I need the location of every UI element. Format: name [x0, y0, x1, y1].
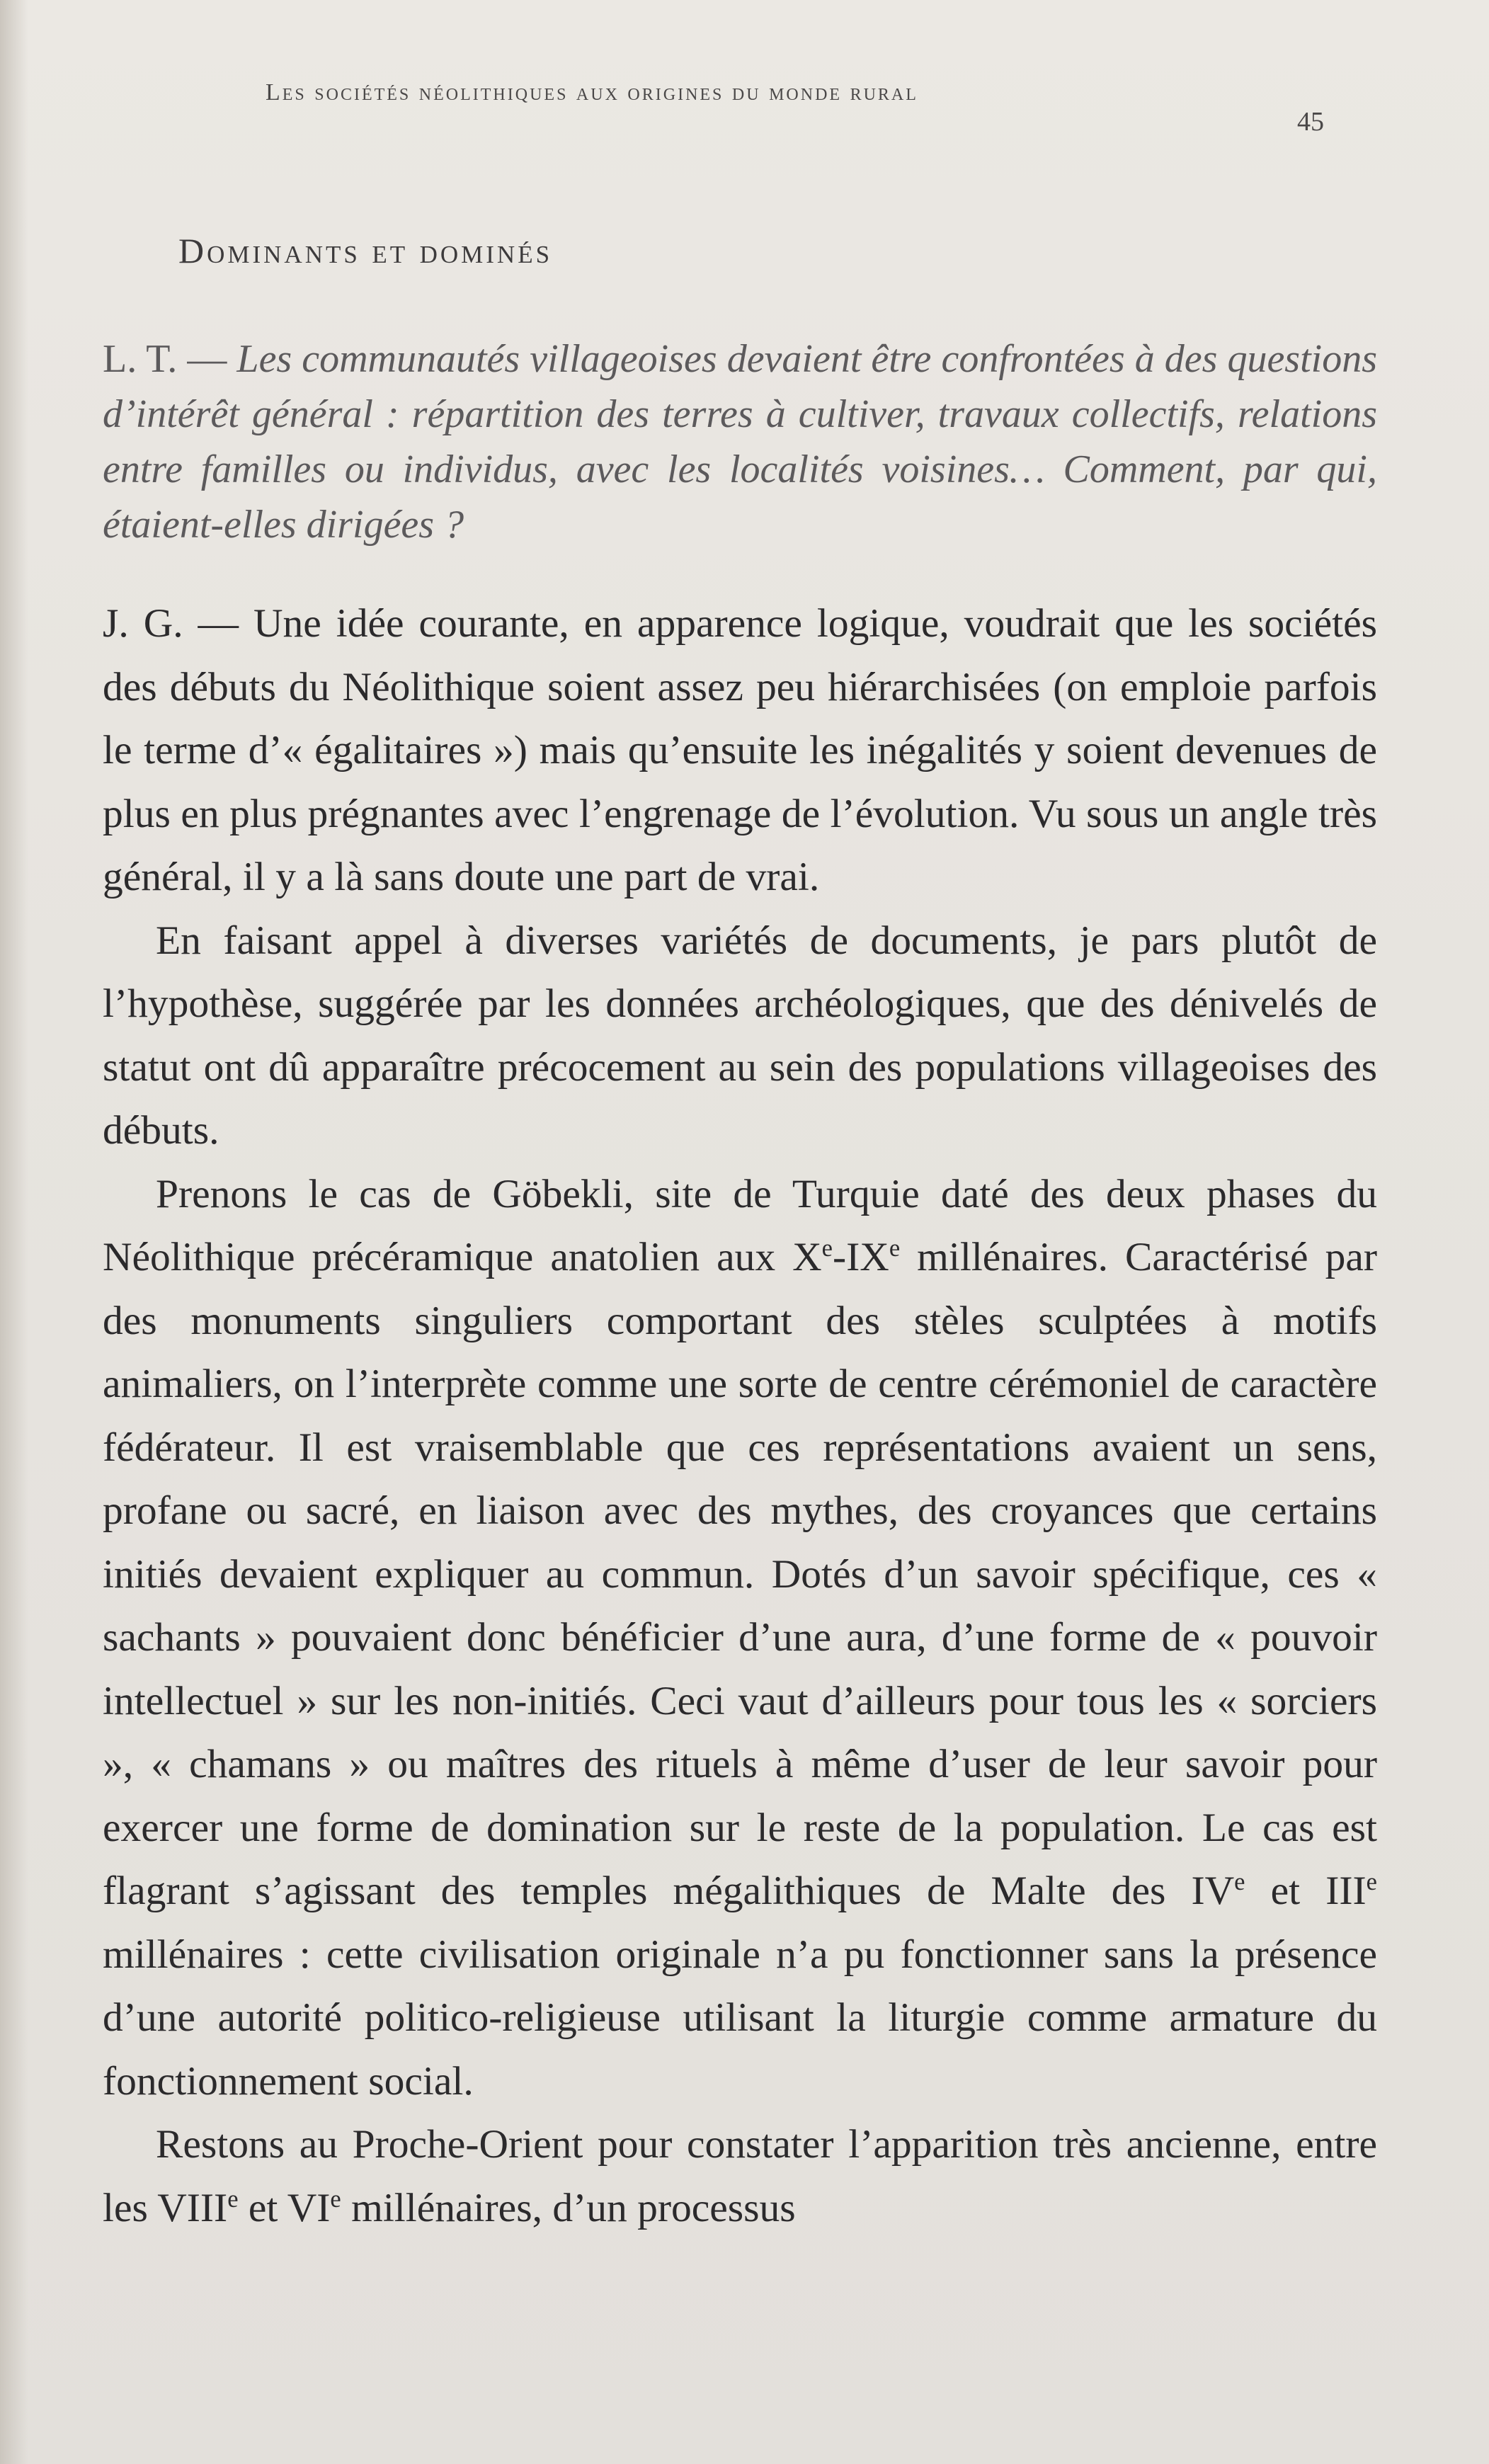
p4-sup-1: e [227, 2185, 239, 2213]
p3-part-c: millénaires. Caractérisé par des monuments singuliers comportant des stèles sculptées à motifs animaliers, on l’interprète comme une sorte de centre cérémoniel de caractère fédérateur. Il est vraisemblable que ces représentations avaient un sens, profane ou sacré, en liaison avec des mythes, des croyances que certains initiés devaient expliquer au commun. Dotés d’un savoir spécifique, ces « sachants » pouvaient donc bénéficier d’une aura, d’une forme de « pouvoir intellectuel » sur les non-initiés. Ceci vaut d’ailleurs pour tous les « sorciers », « chamans » ou maîtres des rituels à même d’user de leur savoir pour exercer une forme de domination sur le reste de la population. Le cas est flagrant s’agissant des temples mégalithiques de Malte des IV [103, 1235, 1378, 1913]
p4-part-a: Restons au Proche-Orient pour constater l’apparition très ancienne, entre les VIII [103, 2122, 1377, 2230]
p3-sup-2: e [889, 1234, 901, 1262]
running-header: Les sociétés néolithiques aux origines du monde rural [266, 79, 918, 105]
p4-part-b: et VI [238, 2185, 331, 2230]
p3-part-a: Prenons le cas de Göbekli, site de Turquie daté des deux phases du Néolithique précéramique anatolien aux X [103, 1171, 1377, 1279]
answer-paragraph-1 [103, 592, 1377, 909]
answer-paragraph-4 [103, 2113, 1377, 2240]
question-paragraph [103, 331, 1377, 552]
question-text: Les communautés villageoises devaient être confrontées à des questions d’intérêt général : répartition des terres à cultiver, travaux collectifs, relations entre familles ou individus, avec les localités voisines… Comment, par qui, étaient-elles dirigées ? [103, 337, 1378, 547]
p3-part-d: et III [1245, 1869, 1367, 1913]
p3-sup-1: e [821, 1234, 833, 1262]
question-speaker: L. T. — [103, 337, 227, 381]
answer-paragraph-1-text: Une idée courante, en apparence logique, voudrait que les sociétés des débuts du Néolithique soient assez peu hiérarchisées (on emploie parfois le terme d’« égalitaires ») mais qu’ensuite les inégalités y soient devenues de plus en plus prégnantes avec l’engrenage de l’évolution. Vu sous un angle très général, il y a là sans doute une part de vrai. [103, 601, 1378, 899]
p3-part-e: millénaires : cette civilisation originale n’a pu fonctionner sans la présence d’une autorité politico-religieuse utilisant la liturgie comme armature du fonctionnement social. [103, 1932, 1377, 2104]
p4-part-c: millénaires, d’un processus [341, 2185, 796, 2230]
answer-paragraph-2: En faisant appel à diverses variétés de documents, je pars plutôt de l’hypothèse, suggérée par les données archéologiques, que des dénivelés de statut ont dû apparaître précocement au sein des populations villageoises des débuts. [103, 918, 1377, 1153]
section-title: Dominants et dominés [178, 231, 553, 270]
page-number: 45 [1297, 107, 1324, 137]
answer-block [103, 592, 1377, 2240]
p3-sup-4: e [1366, 1868, 1377, 1895]
answer-speaker: J. G. — [103, 601, 239, 646]
p4-sup-2: e [330, 2185, 341, 2213]
p3-part-b: -IX [832, 1235, 889, 1279]
body-text [103, 331, 1377, 2240]
answer-paragraph-3 [103, 1163, 1377, 2114]
p3-sup-3: e [1234, 1868, 1245, 1895]
